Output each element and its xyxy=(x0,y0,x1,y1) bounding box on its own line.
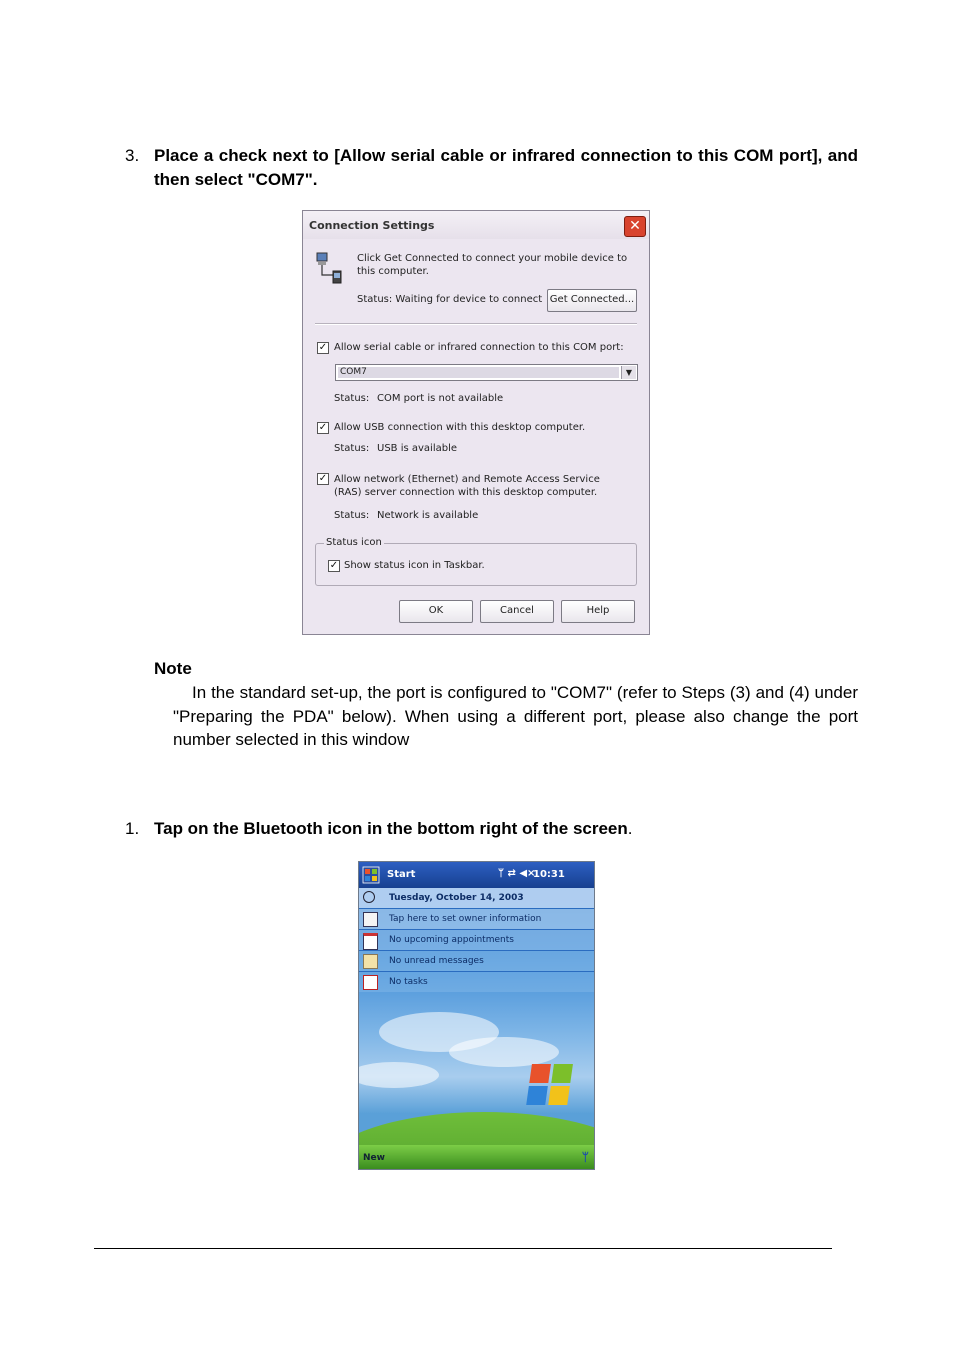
divider xyxy=(315,323,637,325)
date-row[interactable] xyxy=(359,888,594,909)
owner-row[interactable] xyxy=(359,909,594,930)
calendar-icon xyxy=(363,933,378,950)
appointments-text: No upcoming appointments xyxy=(389,935,514,945)
connection-settings-dialog xyxy=(302,210,650,635)
serial-label: Allow serial cable or infrared connection to this COM port: xyxy=(334,342,624,353)
tasks-text: No tasks xyxy=(389,977,428,987)
com-port-select[interactable] xyxy=(335,364,638,381)
usb-status-value: USB is available xyxy=(377,443,458,454)
serial-checkbox[interactable]: ✓ xyxy=(318,342,328,353)
dialog-title: Connection Settings xyxy=(309,219,435,232)
usb-status-key: Status: xyxy=(334,443,370,454)
serial-status-value: COM port is not available xyxy=(377,393,504,404)
clock-icon xyxy=(363,891,375,903)
chevron-down-icon[interactable]: ▼ xyxy=(621,366,636,379)
usb-label: Allow USB connection with this desktop computer. xyxy=(334,422,586,433)
step-number: 1. xyxy=(125,819,140,838)
clock[interactable]: 10:31 xyxy=(533,869,565,880)
date-text: Tuesday, October 14, 2003 xyxy=(389,893,524,903)
note-body: In the standard set-up, the port is configured to "COM7" (refer to Steps (3) and (4) under "Preparing the PDA" below). When using a different port, please also change the port number selected in this window xyxy=(173,683,858,749)
serial-status-key: Status: xyxy=(334,393,370,404)
envelope-icon xyxy=(363,954,378,969)
step-number: 3. xyxy=(125,146,140,165)
step-text: Place a check next to [Allow serial cable or infrared connection to this COM port], and then select "COM7". xyxy=(154,146,858,189)
messages-row[interactable] xyxy=(359,951,594,972)
cancel-button[interactable]: Cancel xyxy=(480,600,554,623)
network-status-value: Network is available xyxy=(377,510,479,521)
device-connection-icon xyxy=(315,251,343,285)
owner-text: Tap here to set owner information xyxy=(389,914,542,924)
footer-rule xyxy=(94,1248,832,1249)
windows-logo-icon xyxy=(524,1062,576,1108)
tasks-row[interactable] xyxy=(359,972,594,992)
help-button[interactable]: Help xyxy=(561,600,635,623)
show-icon-checkbox[interactable]: ✓ xyxy=(329,560,339,571)
step-text-tail: . xyxy=(627,819,633,838)
ok-button[interactable]: OK xyxy=(399,600,473,623)
get-connected-button[interactable]: Get Connected... xyxy=(547,289,637,312)
pda-command-bar xyxy=(359,1145,594,1169)
start-flag-icon[interactable] xyxy=(362,866,380,884)
step-text xyxy=(154,817,633,841)
connection-status: Status: Waiting for device to connect xyxy=(357,294,543,305)
note-title: Note xyxy=(154,659,192,678)
show-icon-label: Show status icon in Taskbar. xyxy=(344,560,485,571)
network-status-key: Status: xyxy=(334,510,370,521)
close-button[interactable]: ✕ xyxy=(624,216,646,237)
appointments-row[interactable] xyxy=(359,930,594,951)
intro-text: Click Get Connected to connect your mobile device to this computer. xyxy=(357,253,628,277)
tasks-icon xyxy=(363,975,378,990)
pda-title-bar xyxy=(359,862,594,888)
network-checkbox[interactable]: ✓ xyxy=(318,473,328,484)
messages-text: No unread messages xyxy=(389,956,484,966)
step-text-bold: Tap on the Bluetooth icon in the bottom right of the screen xyxy=(154,819,628,838)
usb-checkbox[interactable]: ✓ xyxy=(318,422,328,433)
status-icons[interactable]: ᛘ ⇄ ◀× xyxy=(498,868,536,879)
bluetooth-icon[interactable]: ᛘ xyxy=(581,1150,589,1164)
pda-today-screen xyxy=(358,861,595,1170)
status-icon-group xyxy=(315,537,637,586)
new-menu[interactable]: New xyxy=(363,1153,385,1163)
network-label: Allow network (Ethernet) and Remote Access Service (RAS) server connection with this desktop computer. xyxy=(334,474,600,498)
cloud xyxy=(358,1062,439,1088)
dialog-titlebar xyxy=(303,211,649,239)
com-port-value: COM7 xyxy=(338,367,619,378)
owner-card-icon xyxy=(363,912,378,927)
group-legend: Status icon xyxy=(326,537,382,548)
start-label[interactable]: Start xyxy=(387,869,416,880)
